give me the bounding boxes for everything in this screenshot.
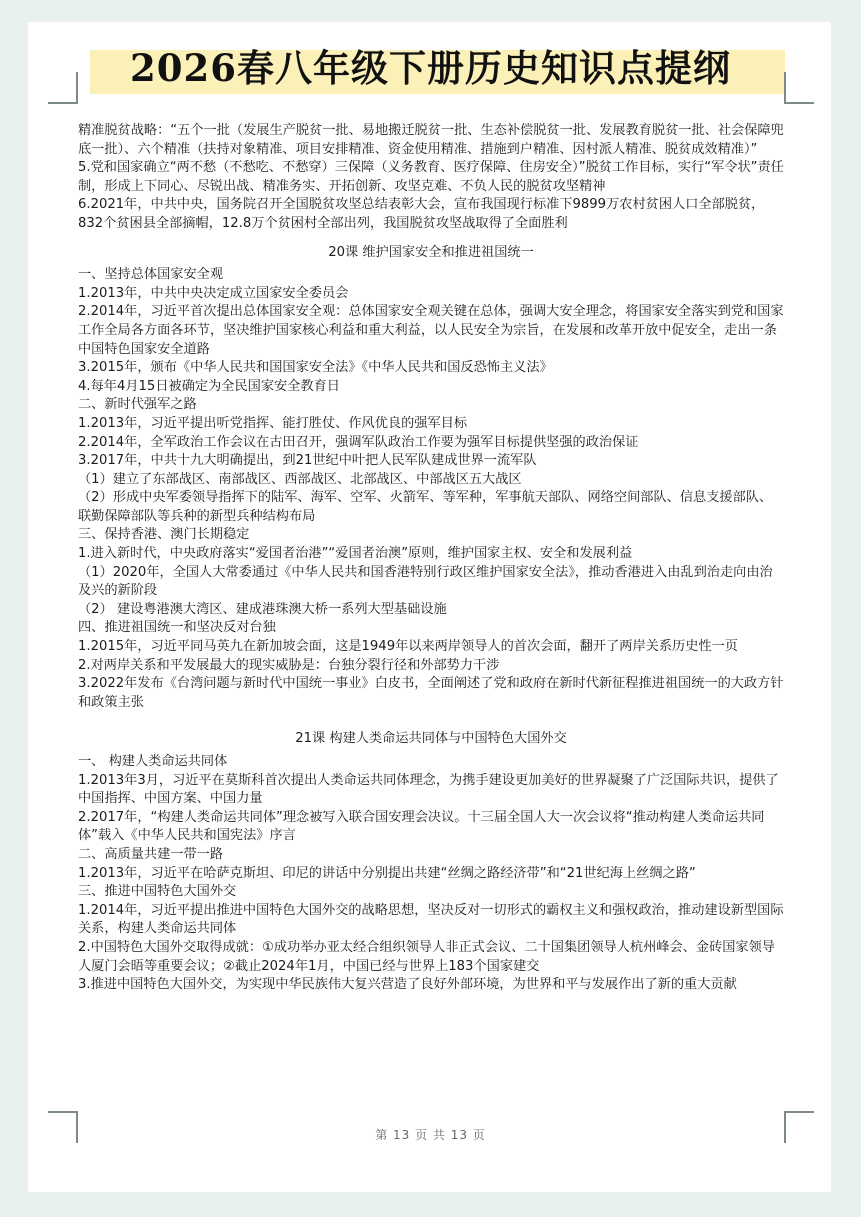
paragraph: 3.推进中国特色大国外交，为实现中华民族伟大复兴营造了良好外部环境，为世界和平与发展作出了新的重大贡献 bbox=[78, 977, 737, 993]
paragraph: （2） 建设粤港澳大湾区、建成港珠澳大桥一系列大型基础设施 bbox=[78, 601, 447, 617]
paragraph: 6.2021年，中共中央，国务院召开全国脱贫攻坚总结表彰大会，宣布我国现行标准下9899万农村贫困人口全部脱贫，832个贫困县全部摘帽，12.8万个贫困村全部出列，我国脱贫攻坚战取得了全面胜利 bbox=[78, 197, 765, 231]
paragraph: 2.中国特色大国外交取得成就：①成功举办亚太经合组织领导人非正式会议、二十国集团领导人杭州峰会、金砖国家领导人厦门会晤等重要会议；②截止2024年1月，中国已经与世界上183个国家建交 bbox=[78, 939, 775, 974]
crop-mark-top-left bbox=[48, 72, 78, 104]
paragraph: 5.党和国家确立“两不愁（不愁吃、不愁穿）三保障（义务教育、医疗保障、住房安全）”脱贫工作目标，实行“军令状”责任制，形成上下同心、尽锐出战、精准务实、开拓创新、攻坚克难、不负人民的脱贫攻坚精神 bbox=[78, 160, 784, 194]
section-heading: 二、高质量共建一带一路 bbox=[78, 846, 224, 862]
paragraph: 3.2022年发布《台湾问题与新时代中国统一事业》白皮书，全面阐述了党和政府在新时代新征程推进祖国统一的大政方针和政策主张 bbox=[78, 676, 784, 710]
paragraph: （2）形成中央军委领导指挥下的陆军、海军、空军、火箭军、等军种，军事航天部队、网络空间部队、信息支援部队、联勤保障部队等兵种的新型兵种结构布局 bbox=[78, 490, 773, 524]
paragraph: 1.2013年，习近平提出听党指挥、能打胜仗、作风优良的强军目标 bbox=[78, 415, 468, 431]
paragraph: 1.2015年，习近平同马英九在新加坡会面，这是1949年以来两岸领导人的首次会面，翻开了两岸关系历史性一页 bbox=[78, 639, 738, 655]
page-number: 第 13 页 共 13 页 bbox=[375, 1128, 486, 1142]
paragraph: 2.2014年，习近平首次提出总体国家安全观：总体国家安全观关键在总体，强调大安全理念，将国家安全落实到党和国家工作全局各方面各环节，坚决维护国家核心利益和重大利益，以人民安全为宗旨，在发展和改革开放中促安全，走出一条中国特色国家安全道路 bbox=[78, 304, 784, 357]
paragraph: （1）2020年，全国人大常委通过《中华人民共和国香港特别行政区维护国家安全法》，推动香港进入由乱到治走向由治及兴的新阶段 bbox=[78, 564, 773, 599]
paragraph: 1.2014年，习近平提出推进中国特色大国外交的战略思想，坚决反对一切形式的霸权主义和强权政治，推动建设新型国际关系，构建人类命运共同体 bbox=[78, 902, 784, 937]
paragraph: 2.2017年，“构建人类命运共同体”理念被写入联合国安理会决议。十三届全国人大一次会议将“推动构建人类命运共同体”载入《中华人民共和国宪法》序言 bbox=[78, 809, 765, 844]
document-body bbox=[78, 122, 784, 995]
paragraph: 1.2013年，中共中央决定成立国家安全委员会 bbox=[78, 285, 349, 301]
paragraph: 1.2013年，习近平在哈萨克斯坦、印尼的讲话中分别提出共建“丝绸之路经济带”和“21世纪海上丝绸之路” bbox=[78, 865, 696, 881]
paragraph: 精准脱贫战略：“五个一批（发展生产脱贫一批、易地搬迁脱贫一批、生态补偿脱贫一批、发展教育脱贫一批、社会保障兜底一批）、六个精准（扶持对象精准、项目安排精准、资金使用精准、措施到户精准、因村派人精准、脱贫成效精准）” bbox=[78, 123, 784, 157]
paragraph: 3.2017年，中共十九大明确提出，到21世纪中叶把人民军队建成世界一流军队 bbox=[78, 453, 537, 469]
lesson-20-heading: 20课 维护国家安全和推进祖国统一 bbox=[328, 244, 534, 260]
crop-mark-top-right bbox=[784, 72, 814, 104]
section-heading: 四、推进祖国统一和坚决反对台独 bbox=[78, 620, 276, 636]
section-heading: 二、新时代强军之路 bbox=[78, 397, 197, 413]
paragraph: 1.进入新时代，中央政府落实“爱国者治港”“爱国者治澳”原则，维护国家主权、安全和发展利益 bbox=[78, 546, 633, 562]
section-heading: 三、推进中国特色大国外交 bbox=[78, 884, 237, 900]
section-heading: 三、保持香港、澳门长期稳定 bbox=[78, 527, 250, 543]
lesson-21-heading: 21课 构建人类命运共同体与中国特色大国外交 bbox=[295, 731, 567, 747]
paragraph: 4.每年4月15日被确定为全民国家安全教育日 bbox=[78, 378, 340, 394]
section-heading: 一、坚持总体国家安全观 bbox=[78, 267, 224, 283]
paragraph: 2.2014年，全军政治工作会议在古田召开，强调军队政治工作要为强军目标提供坚强的政治保证 bbox=[78, 434, 639, 450]
paragraph: 1.2013年3月，习近平在莫斯科首次提出人类命运共同体理念，为携手建设更加美好的世界凝聚了广泛国际共识，提供了中国指挥、中国方案、中国力量 bbox=[78, 772, 779, 807]
paragraph: 3.2015年，颁布《中华人民共和国国家安全法》《中华人民共和国反恐怖主义法》 bbox=[78, 360, 553, 376]
paragraph: （1）建立了东部战区、南部战区、西部战区、北部战区、中部战区五大战区 bbox=[78, 471, 522, 487]
paragraph: 2.对两岸关系和平发展最大的现实威胁是：台独分裂行径和外部势力干涉 bbox=[78, 657, 500, 673]
page-title: 2026春八年级下册历史知识点提纲 bbox=[130, 46, 731, 90]
section-heading: 一、 构建人类命运共同体 bbox=[78, 754, 228, 769]
